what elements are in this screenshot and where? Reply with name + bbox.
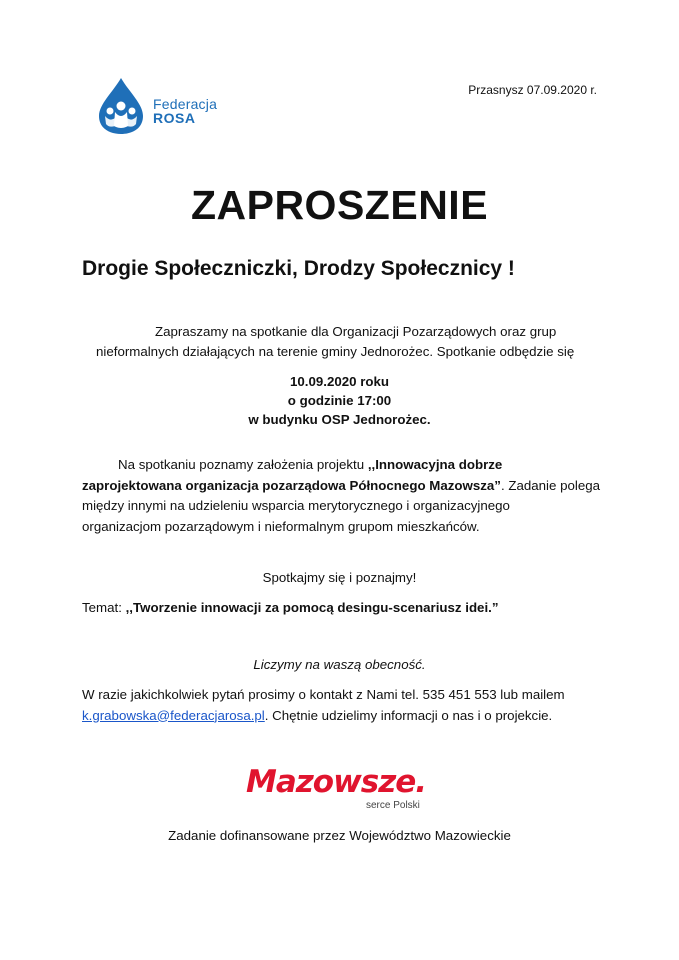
document-date: Przasnysz 07.09.2020 r. (468, 83, 597, 97)
project-lead-text: Na spotkaniu poznamy założenia projektu (118, 457, 368, 472)
meeting-place: w budynku OSP Jednorożec. (248, 412, 431, 427)
project-name-part2: zaprojektowana organizacja pozarządowa Północnego Mazowsza” (82, 477, 501, 493)
contact-paragraph (82, 685, 565, 726)
project-name-part1: ,,Innowacyjna dobrze (367, 457, 503, 472)
project-paragraph (82, 455, 602, 537)
project-rest-3: organizacjom pozarządowym i nieformalnym grupom mieszkańców. (82, 518, 480, 534)
project-rest-2: między innymi na udzieleniu wsparcia merytorycznego i organizacyjnego (82, 498, 510, 513)
mazowsze-logo (246, 764, 446, 814)
topic-value: ,,Tworzenie innowacji za pomocą desingu-scenariusz idei.” (125, 600, 499, 615)
contact-line-1: W razie jakichkolwiek pytań prosimy o kontakt z Nami tel. 535 451 553 lub mailem (82, 687, 565, 702)
intro-line-1: Zapraszamy na spotkanie dla Organizacji Pozarządowych oraz grup (155, 324, 557, 339)
topic-label: Temat: (82, 600, 126, 615)
federacja-rosa-logo (95, 76, 245, 136)
contact-line-2: . Chętnie udzielimy informacji o nas i o projekcie. (264, 707, 553, 723)
funding-footer: Zadanie dofinansowane przez Województwo Mazowieckie (168, 828, 511, 843)
mazowsze-logo-subtitle: serce Polski (366, 800, 420, 811)
logo-text-rosa: ROSA (153, 110, 196, 126)
water-drop-people-icon (95, 76, 147, 136)
meeting-details (0, 372, 679, 429)
greeting-heading: Drogie Społeczniczki, Drodzy Społecznicy ! (82, 257, 515, 280)
document-title: ZAPROSZENIE (190, 182, 489, 228)
meet-text: Spotkajmy się i poznajmy! (262, 570, 417, 585)
logo-text-federacja: Federacja (153, 96, 218, 112)
mazowsze-logo-word: Mazowsze. (246, 764, 427, 800)
meeting-date: 10.09.2020 roku (289, 374, 390, 389)
topic-line (82, 600, 499, 615)
thanks-text: Liczymy na waszą obecność. (253, 657, 426, 672)
intro-line-2: nieformalnych działających na terenie gminy Jednorożec. Spotkanie odbędzie się (96, 344, 575, 359)
contact-email-link[interactable]: k.grabowska@federacjarosa.pl (82, 707, 265, 723)
meeting-time: o godzinie 17:00 (287, 393, 392, 408)
project-rest-1: . Zadanie polega (500, 477, 601, 493)
